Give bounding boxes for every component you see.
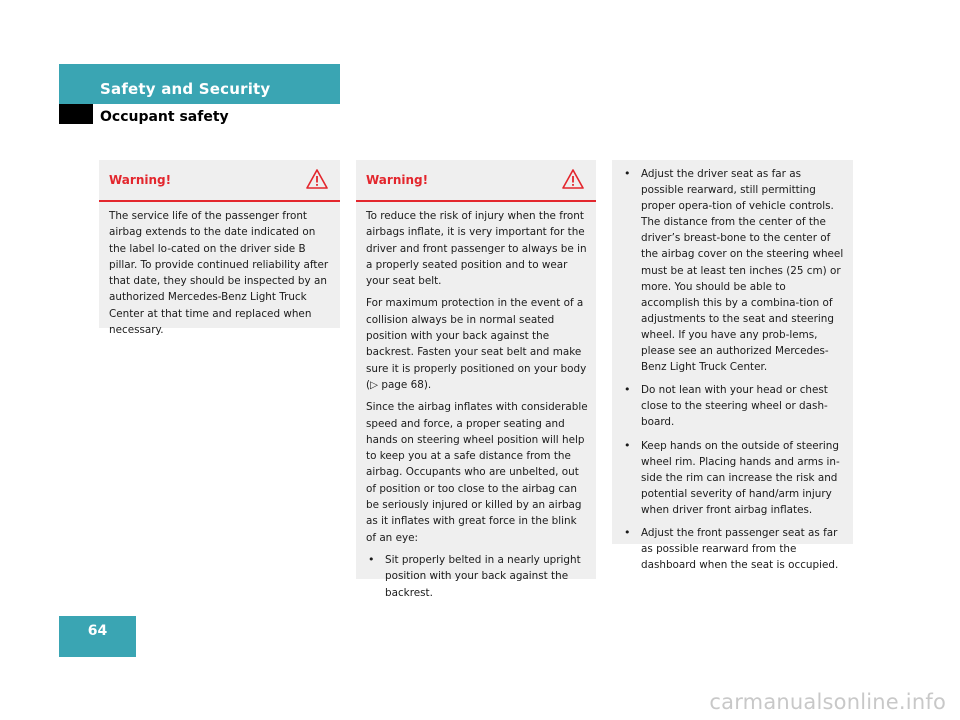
subsection-title: Occupant safety — [100, 109, 229, 125]
warning-body — [356, 202, 596, 616]
bullet-list — [622, 166, 845, 573]
warning-header — [99, 160, 340, 202]
list-item-text: Adjust the driver seat as far as possible rearward, still permitting proper opera-tion of vehicle controls. The distance from the center of the driver’s breast-bone to the center of the airbag cover on the steering wheel must be at least ten inches (25 cm) or more. You should be able to accomplish this by a combina-tion of adjustments to the seat and steering wheel. If you have any prob-lems, please see an authorized Mercedes-Benz Light Truck Center. — [641, 168, 844, 374]
bullet-icon: • — [368, 552, 375, 566]
section-title: Safety and Security — [100, 80, 271, 98]
list-item-text: Adjust the front passenger seat as far as possible rearward from the dashboard when the seat is occupied. — [641, 526, 839, 572]
warning-box-continued — [612, 160, 853, 572]
warning-triangle-icon — [306, 169, 328, 189]
warning-title: Warning! — [366, 173, 429, 187]
list-item — [366, 552, 588, 601]
list-item — [622, 382, 845, 430]
bullet-icon: • — [624, 167, 631, 180]
subsection-marker — [59, 104, 93, 124]
page-number: 64 — [87, 623, 108, 639]
warning-triangle-icon — [562, 169, 584, 189]
list-item-text: Do not lean with your head or chest close to the steering wheel or dash-board. — [641, 384, 828, 429]
list-item — [622, 525, 845, 573]
warning-title: Warning! — [109, 173, 172, 187]
page-number-tab — [59, 616, 136, 657]
bullet-icon: • — [624, 525, 631, 539]
warning-paragraph: For maximum protection in the event of a collision always be in normal seated position with your back against the backrest. Fasten your seat belt and make sure it is properly positioned on your body (▷ page 68). — [366, 297, 587, 391]
warning-paragraph: Since the airbag inflates with considerable speed and force, a proper seating and hands on steering wheel position will help to keep you at a safe distance from the airbag. Occupants who are unbelted, out of position or too close to the airbag can be seriously injured or killed by an airbag as it inflates with great force in the blink of an eye: — [366, 401, 588, 544]
bullet-list — [366, 552, 588, 601]
warning-body — [99, 202, 340, 352]
warning-paragraph: To reduce the risk of injury when the front airbags inflate, it is very important for the driver and front passenger to always be in a properly seated position and to wear your seat belt. — [366, 210, 587, 288]
list-item-text: Sit properly belted in a nearly upright position with your back against the backrest. — [385, 553, 581, 599]
warning-paragraph: The service life of the passenger front airbag extends to the date indicated on the label lo-cated on the driver side B pillar. To provide continued reliability after that date, they should be inspected by an authorized Mercedes-Benz Light Truck Center at that time and replaced when necessary. — [109, 210, 329, 337]
warning-header — [356, 160, 596, 202]
list-item — [622, 166, 845, 375]
watermark: carmanualsonline.info — [709, 690, 946, 714]
list-item-text: Keep hands on the outside of steering wheel rim. Placing hands and arms in-side the rim can increase the risk and potential severity of hand/arm injury when driver front airbag inflates. — [641, 439, 840, 516]
warning-box-seating-position — [356, 160, 596, 599]
bullet-icon: • — [624, 383, 631, 397]
warning-body — [612, 160, 853, 588]
list-item — [622, 438, 845, 518]
bullet-icon: • — [624, 438, 631, 452]
warning-box-airbag-service-life — [99, 160, 340, 337]
